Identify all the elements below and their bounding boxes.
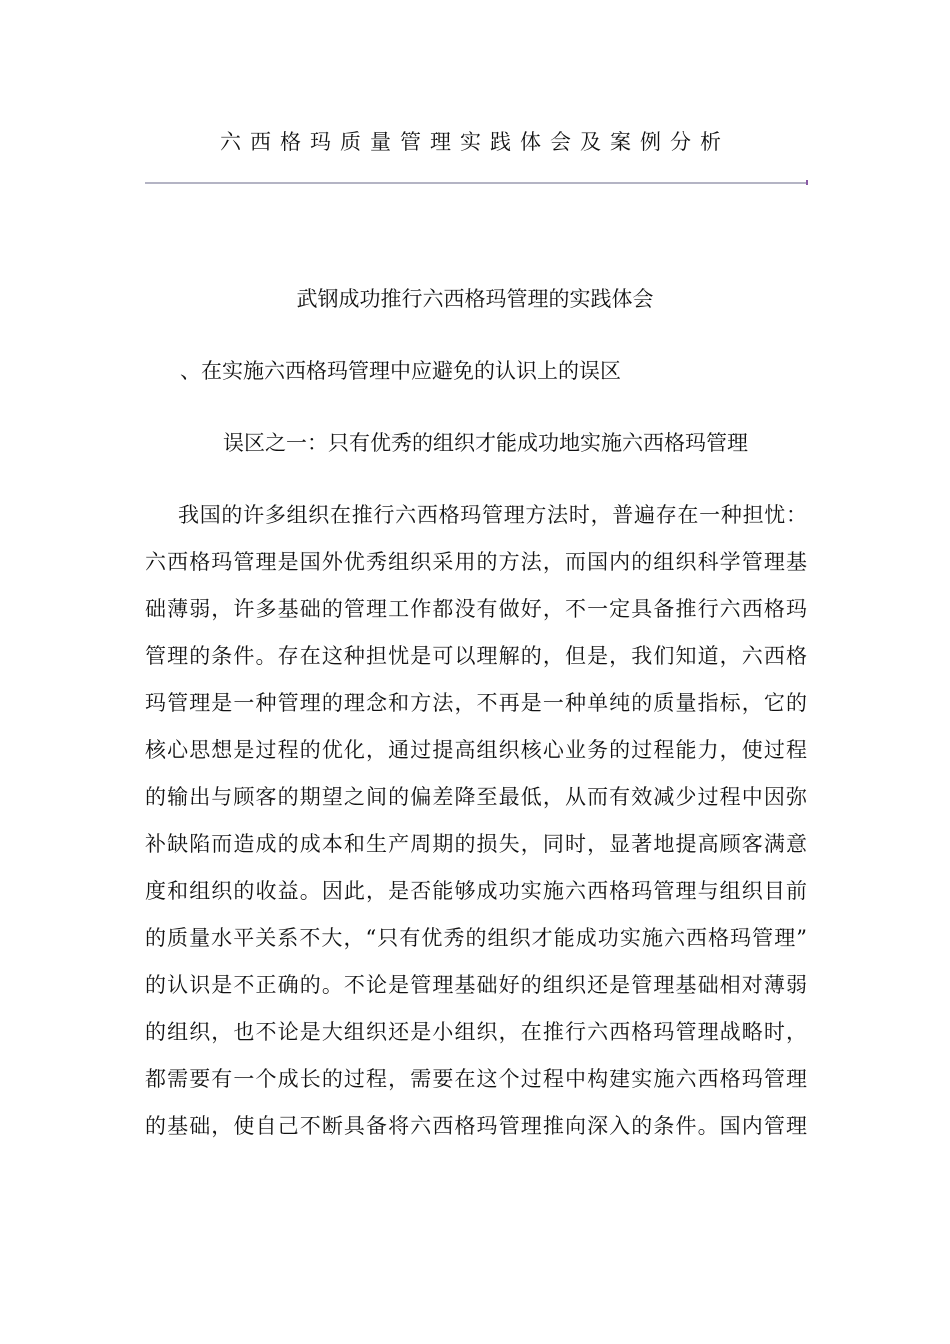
paragraph-line: 础薄弱，许多基础的管理工作都没有做好，不一定具备推行六西格玛 bbox=[145, 597, 807, 621]
misconception-subheading: 误区之一：只有优秀的组织才能成功地实施六西格玛管理 bbox=[223, 431, 748, 455]
header-divider-end-mark bbox=[806, 180, 808, 185]
paragraph-line: 都需要有一个成长的过程，需要在这个过程中构建实施六西格玛管理 bbox=[145, 1067, 807, 1091]
paragraph-line: 我国的许多组织在推行六西格玛管理方法时，普遍存在一种担忧： bbox=[178, 503, 807, 527]
paragraph-line: 的质量水平关系不大，“只有优秀的组织才能成功实施六西格玛管理” bbox=[145, 926, 807, 950]
page-header-title: 六西格玛质量管理实践体会及案例分析 bbox=[220, 130, 730, 154]
document-title: 武钢成功推行六西格玛管理的实践体会 bbox=[296, 287, 654, 311]
paragraph-line: 玛管理是一种管理的理念和方法，不再是一种单纯的质量指标，它的 bbox=[145, 691, 807, 715]
paragraph-line: 的输出与顾客的期望之间的偏差降至最低，从而有效减少过程中因弥 bbox=[145, 785, 807, 809]
paragraph-line: 的认识是不正确的。不论是管理基础好的组织还是管理基础相对薄弱 bbox=[145, 973, 807, 997]
paragraph-line: 管理的条件。存在这种担忧是可以理解的，但是，我们知道，六西格 bbox=[145, 644, 807, 668]
paragraph-line: 六西格玛管理是国外优秀组织采用的方法，而国内的组织科学管理基 bbox=[145, 550, 807, 574]
section-heading: 、在实施六西格玛管理中应避免的认识上的误区 bbox=[180, 359, 621, 383]
body-paragraph bbox=[145, 500, 807, 1158]
paragraph-line: 的基础，使自己不断具备将六西格玛管理推向深入的条件。国内管理 bbox=[145, 1114, 807, 1138]
header-divider bbox=[145, 182, 807, 184]
paragraph-line: 度和组织的收益。因此，是否能够成功实施六西格玛管理与组织目前 bbox=[145, 879, 807, 903]
paragraph-line: 补缺陷而造成的成本和生产周期的损失，同时，显著地提高顾客满意 bbox=[145, 832, 807, 856]
paragraph-line: 的组织，也不论是大组织还是小组织，在推行六西格玛管理战略时， bbox=[145, 1020, 807, 1044]
paragraph-line: 核心思想是过程的优化，通过提高组织核心业务的过程能力，使过程 bbox=[145, 738, 807, 762]
